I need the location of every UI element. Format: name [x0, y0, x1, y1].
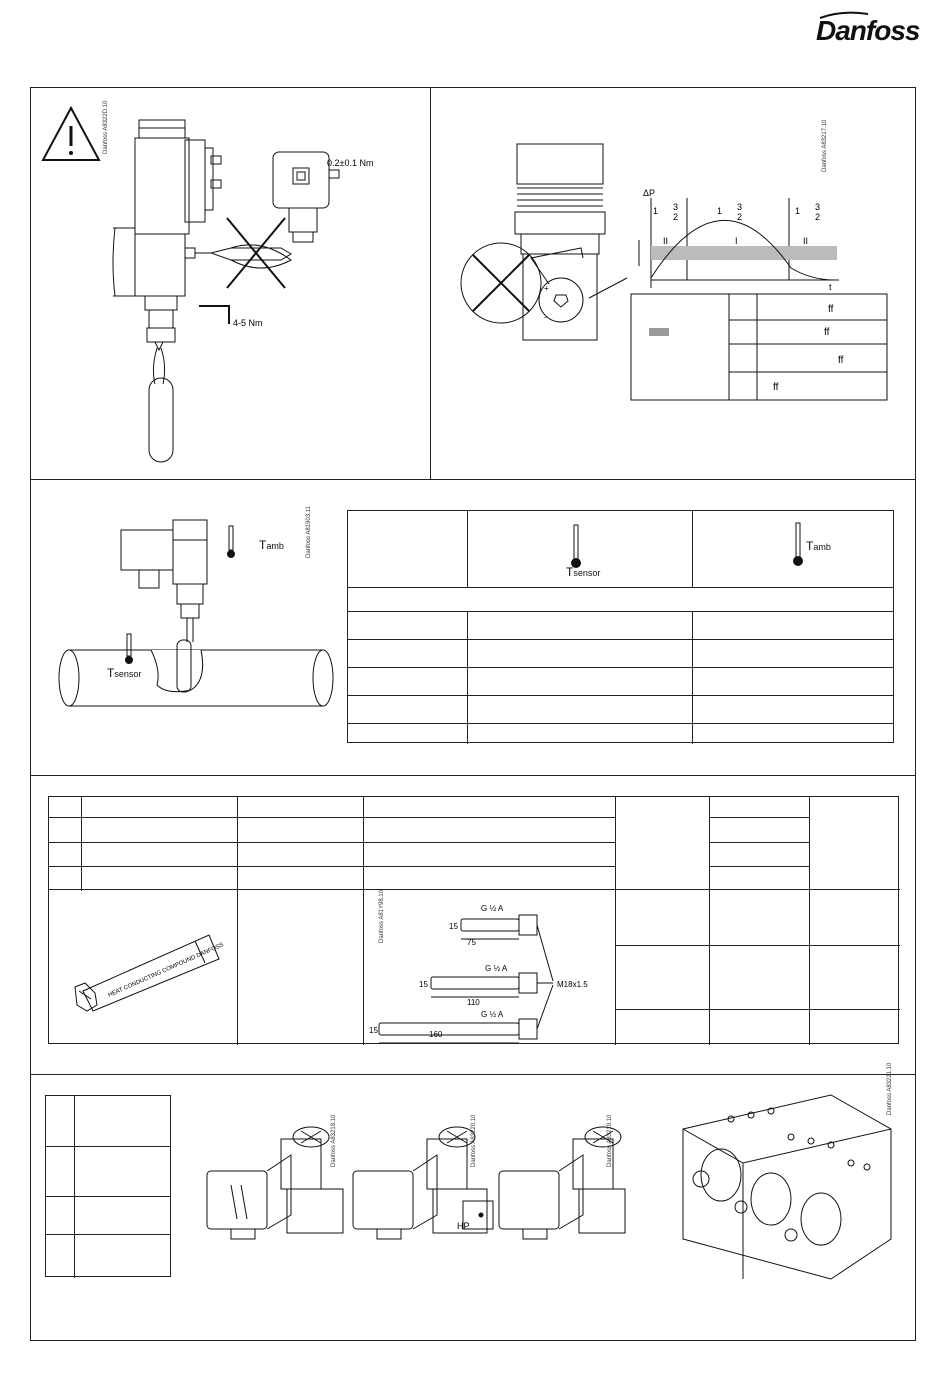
- t-amb-label: T: [259, 538, 267, 552]
- variants-legend-table: [45, 1095, 171, 1277]
- contact-2a: 2: [673, 212, 679, 222]
- minus-sign: -: [544, 313, 547, 322]
- warning-icon: [43, 108, 99, 160]
- contact-1b: 1: [717, 206, 723, 216]
- drawing-code-4: Danfoss A81Y98.10: [379, 889, 385, 943]
- section-temperature: [31, 480, 915, 775]
- section-variants: [31, 1062, 915, 1340]
- thread-m-label: M18x1.5: [557, 980, 588, 989]
- zone-right: II: [803, 236, 809, 246]
- thread-label-1: G ½ A: [481, 904, 504, 913]
- section-accessories: [31, 776, 915, 1074]
- drawing-code-7: Danfoss A83219.10: [607, 1114, 613, 1167]
- contact-1c: 1: [795, 206, 801, 216]
- switch-body-drawing: [113, 120, 221, 462]
- legend-row-4: ff: [773, 382, 779, 393]
- legend-box: [631, 294, 887, 400]
- section-mounting: [31, 88, 430, 479]
- temperature-table: [347, 510, 894, 743]
- pointer-line: [589, 278, 627, 298]
- compound-tube-label: HEAT CONDUCTING COMPOUND DANFOSS: [107, 942, 225, 999]
- torque-coil-label: 0.2±0.1 Nm: [327, 158, 374, 168]
- dim-15-c: 15: [369, 1026, 378, 1035]
- thread-label-2: G ½ A: [485, 964, 508, 973]
- crossed-circle-drawing: [461, 243, 541, 323]
- manifold-block-drawing: [671, 1089, 911, 1289]
- allen-key-drawing: [199, 306, 229, 324]
- contact-2c: 2: [815, 212, 821, 222]
- length-75: 75: [467, 938, 476, 947]
- table-t-amb-sub: amb: [813, 542, 831, 552]
- t-amb-sub: amb: [266, 541, 284, 551]
- zone-left: II: [663, 236, 669, 246]
- thermometer-amb-icon: [227, 526, 235, 558]
- zone-mid: I: [735, 236, 738, 246]
- danfoss-logo: [812, 8, 922, 46]
- axis-t-label: t: [829, 282, 832, 292]
- torque-body-label: 4-5 Nm: [233, 318, 263, 328]
- accessories-table: [48, 796, 899, 1044]
- hp-label: HP: [457, 1221, 470, 1231]
- mounting-drawing: [31, 88, 430, 479]
- legend-swatch: [649, 328, 669, 336]
- sensor-pockets-drawing: [369, 895, 609, 1043]
- table-t-sensor-sub: sensor: [573, 568, 601, 578]
- screwdriver-forbidden-drawing: [211, 218, 291, 288]
- legend-row-2: ff: [824, 327, 830, 338]
- table-thermometer-sensor-icon: [570, 523, 582, 571]
- drawing-code-2: Danfoss A83217.10: [822, 119, 828, 172]
- thermometer-sensor-icon: [125, 634, 133, 664]
- pipe-mounting-drawing: [41, 510, 361, 750]
- section-differential: [431, 88, 915, 479]
- table-t-amb: T: [806, 539, 814, 553]
- device-variants-drawing: [201, 1115, 631, 1245]
- contact-3c: 3: [815, 202, 821, 212]
- differential-drawing: [431, 88, 915, 479]
- t-sensor-label: T: [107, 666, 115, 680]
- table-thermometer-amb-icon: [792, 521, 804, 569]
- thread-label-3: G ½ A: [481, 1010, 504, 1019]
- drawing-code-5: Danfoss A83218.10: [331, 1114, 337, 1167]
- t-sensor-sub: sensor: [114, 669, 142, 679]
- plus-sign: +: [544, 284, 549, 293]
- legend-row-3: ff: [838, 355, 844, 366]
- axis-p-label: ΔP: [643, 188, 656, 198]
- contact-2b: 2: [737, 212, 743, 222]
- device-variant-1: [207, 1127, 343, 1239]
- compound-tube-drawing: [69, 907, 229, 1017]
- length-160: 160: [429, 1030, 443, 1039]
- contact-3a: 3: [673, 202, 679, 212]
- length-110: 110: [467, 998, 480, 1007]
- drawing-code-3: Danfoss A81903.11: [306, 506, 312, 558]
- brand-name: Danfoss: [816, 15, 920, 46]
- drawing-code-8: Danfoss A83221.10: [887, 1062, 893, 1115]
- legend-row-1: ff: [828, 304, 834, 315]
- drawing-code-6: Danfoss A83220.10: [471, 1114, 477, 1167]
- dim-15-b: 15: [419, 980, 428, 989]
- contact-1a: 1: [653, 206, 659, 216]
- dim-15-a: 15: [449, 922, 458, 931]
- contact-3b: 3: [737, 202, 743, 212]
- table-t-sensor: T: [566, 565, 574, 579]
- drawing-code-1: Danfoss A8322D.10: [103, 100, 109, 154]
